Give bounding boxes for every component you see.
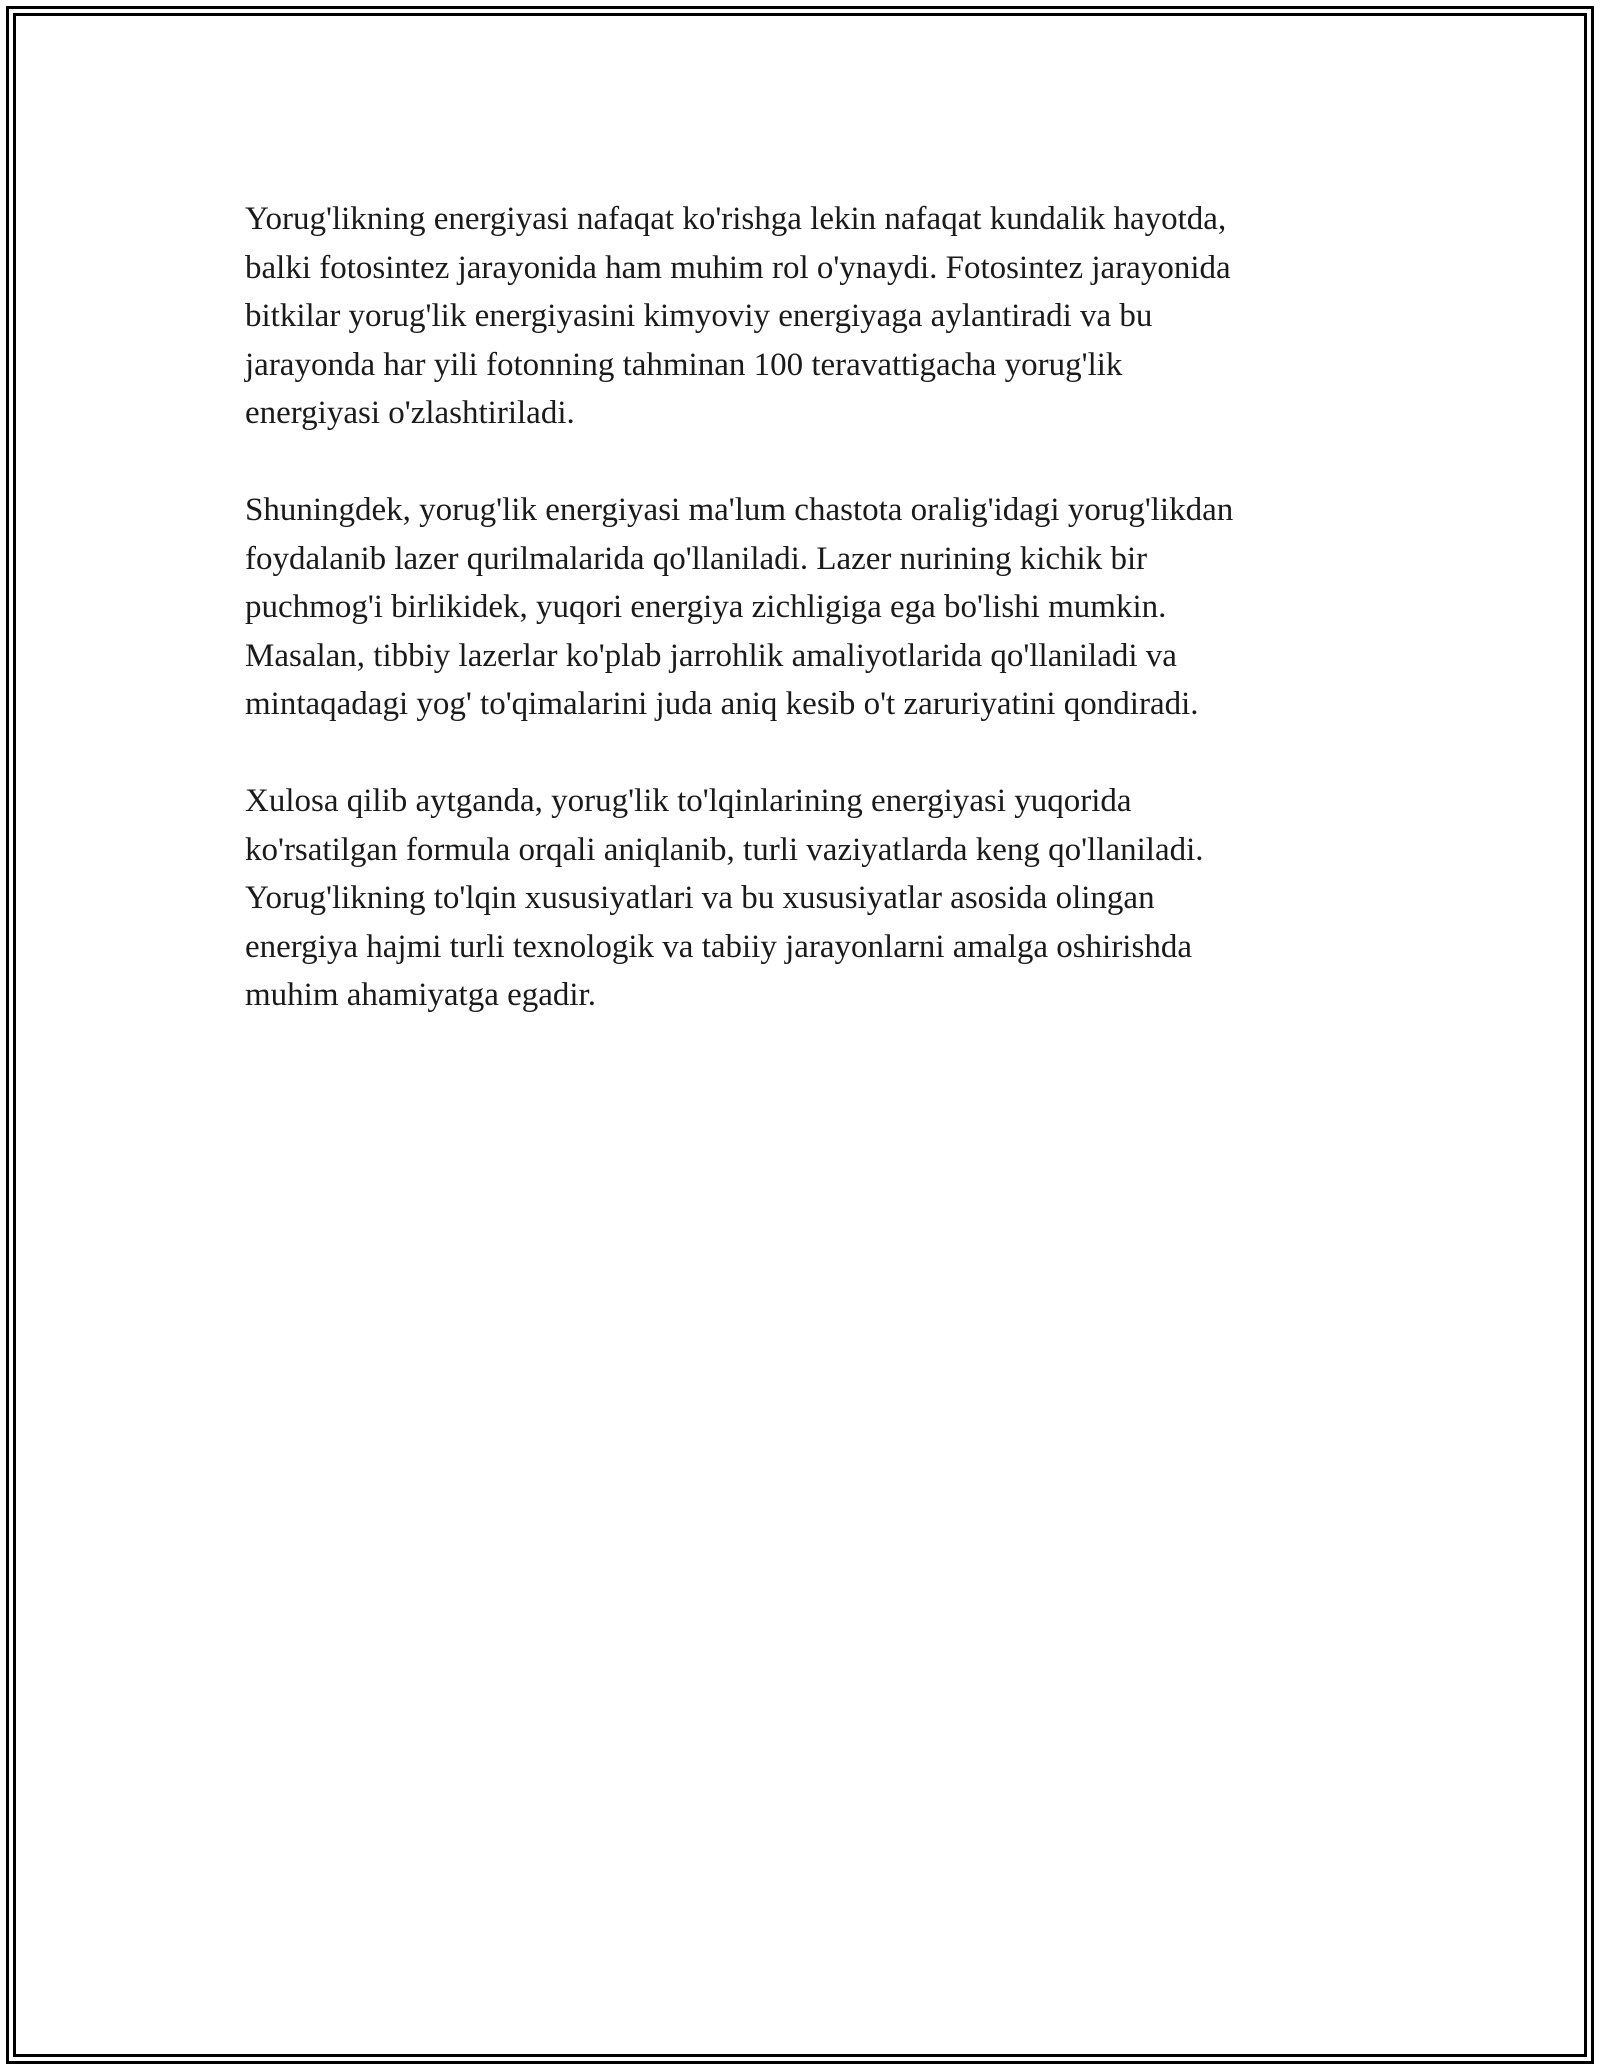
paragraph-line: Shuningdek, yorug'lik energiyasi ma'lum chastota oralig'idagi yorug'likdan xyxy=(245,492,1234,528)
paragraph-line: Xulosa qilib aytganda, yorug'lik to'lqinlarining energiyasi yuqorida xyxy=(245,783,1132,819)
paragraph-line: balki fotosintez jarayonida ham muhim rol o'ynaydi. Fotosintez jarayonida xyxy=(245,249,1231,286)
paragraph-line: Yorug'likning to'lqin xususiyatlari va bu xususiyatlar asosida olingan xyxy=(245,880,1155,916)
paragraph-line: energiya hajmi turli texnologik va tabiiy jarayonlarni amalga oshirishda xyxy=(245,928,1192,965)
paragraph-1 xyxy=(245,195,1385,438)
paragraph-2 xyxy=(245,486,1385,729)
paragraph-line: Masalan, tibbiy lazerlar ko'plab jarrohlik amaliyotlarida qo'llaniladi va xyxy=(245,637,1177,674)
paragraph-line: ko'rsatilgan formula orqali aniqlanib, turli vaziyatlarda keng qo'llaniladi. xyxy=(245,831,1204,868)
paragraph-line: jarayonda har yili fotonning tahminan 100 teravattigacha yorug'lik xyxy=(245,346,1123,383)
paragraph-line: puchmog'i birlikidek, yuqori energiya zichligiga ega bo'lishi mumkin. xyxy=(245,589,1167,625)
document-body xyxy=(245,195,1385,1068)
page-border xyxy=(6,6,1594,2064)
paragraph-line: mintaqadagi yog' to'qimalarini juda aniq kesib o't zaruriyatini qondiradi. xyxy=(245,686,1199,722)
paragraph-line: Yorug'likning energiyasi nafaqat ko'rishga lekin nafaqat kundalik hayotda, xyxy=(245,201,1227,237)
paragraph-line: bitkilar yorug'lik energiyasini kimyoviy energiyaga aylantiradi va bu xyxy=(245,298,1153,334)
paragraph-line: foydalanib lazer qurilmalarida qo'llaniladi. Lazer nurining kichik bir xyxy=(245,540,1148,577)
paragraph-line: energiyasi o'zlashtiriladi. xyxy=(245,395,575,431)
paragraph-3 xyxy=(245,777,1385,1020)
paragraph-line: muhim ahamiyatga egadir. xyxy=(245,977,596,1013)
